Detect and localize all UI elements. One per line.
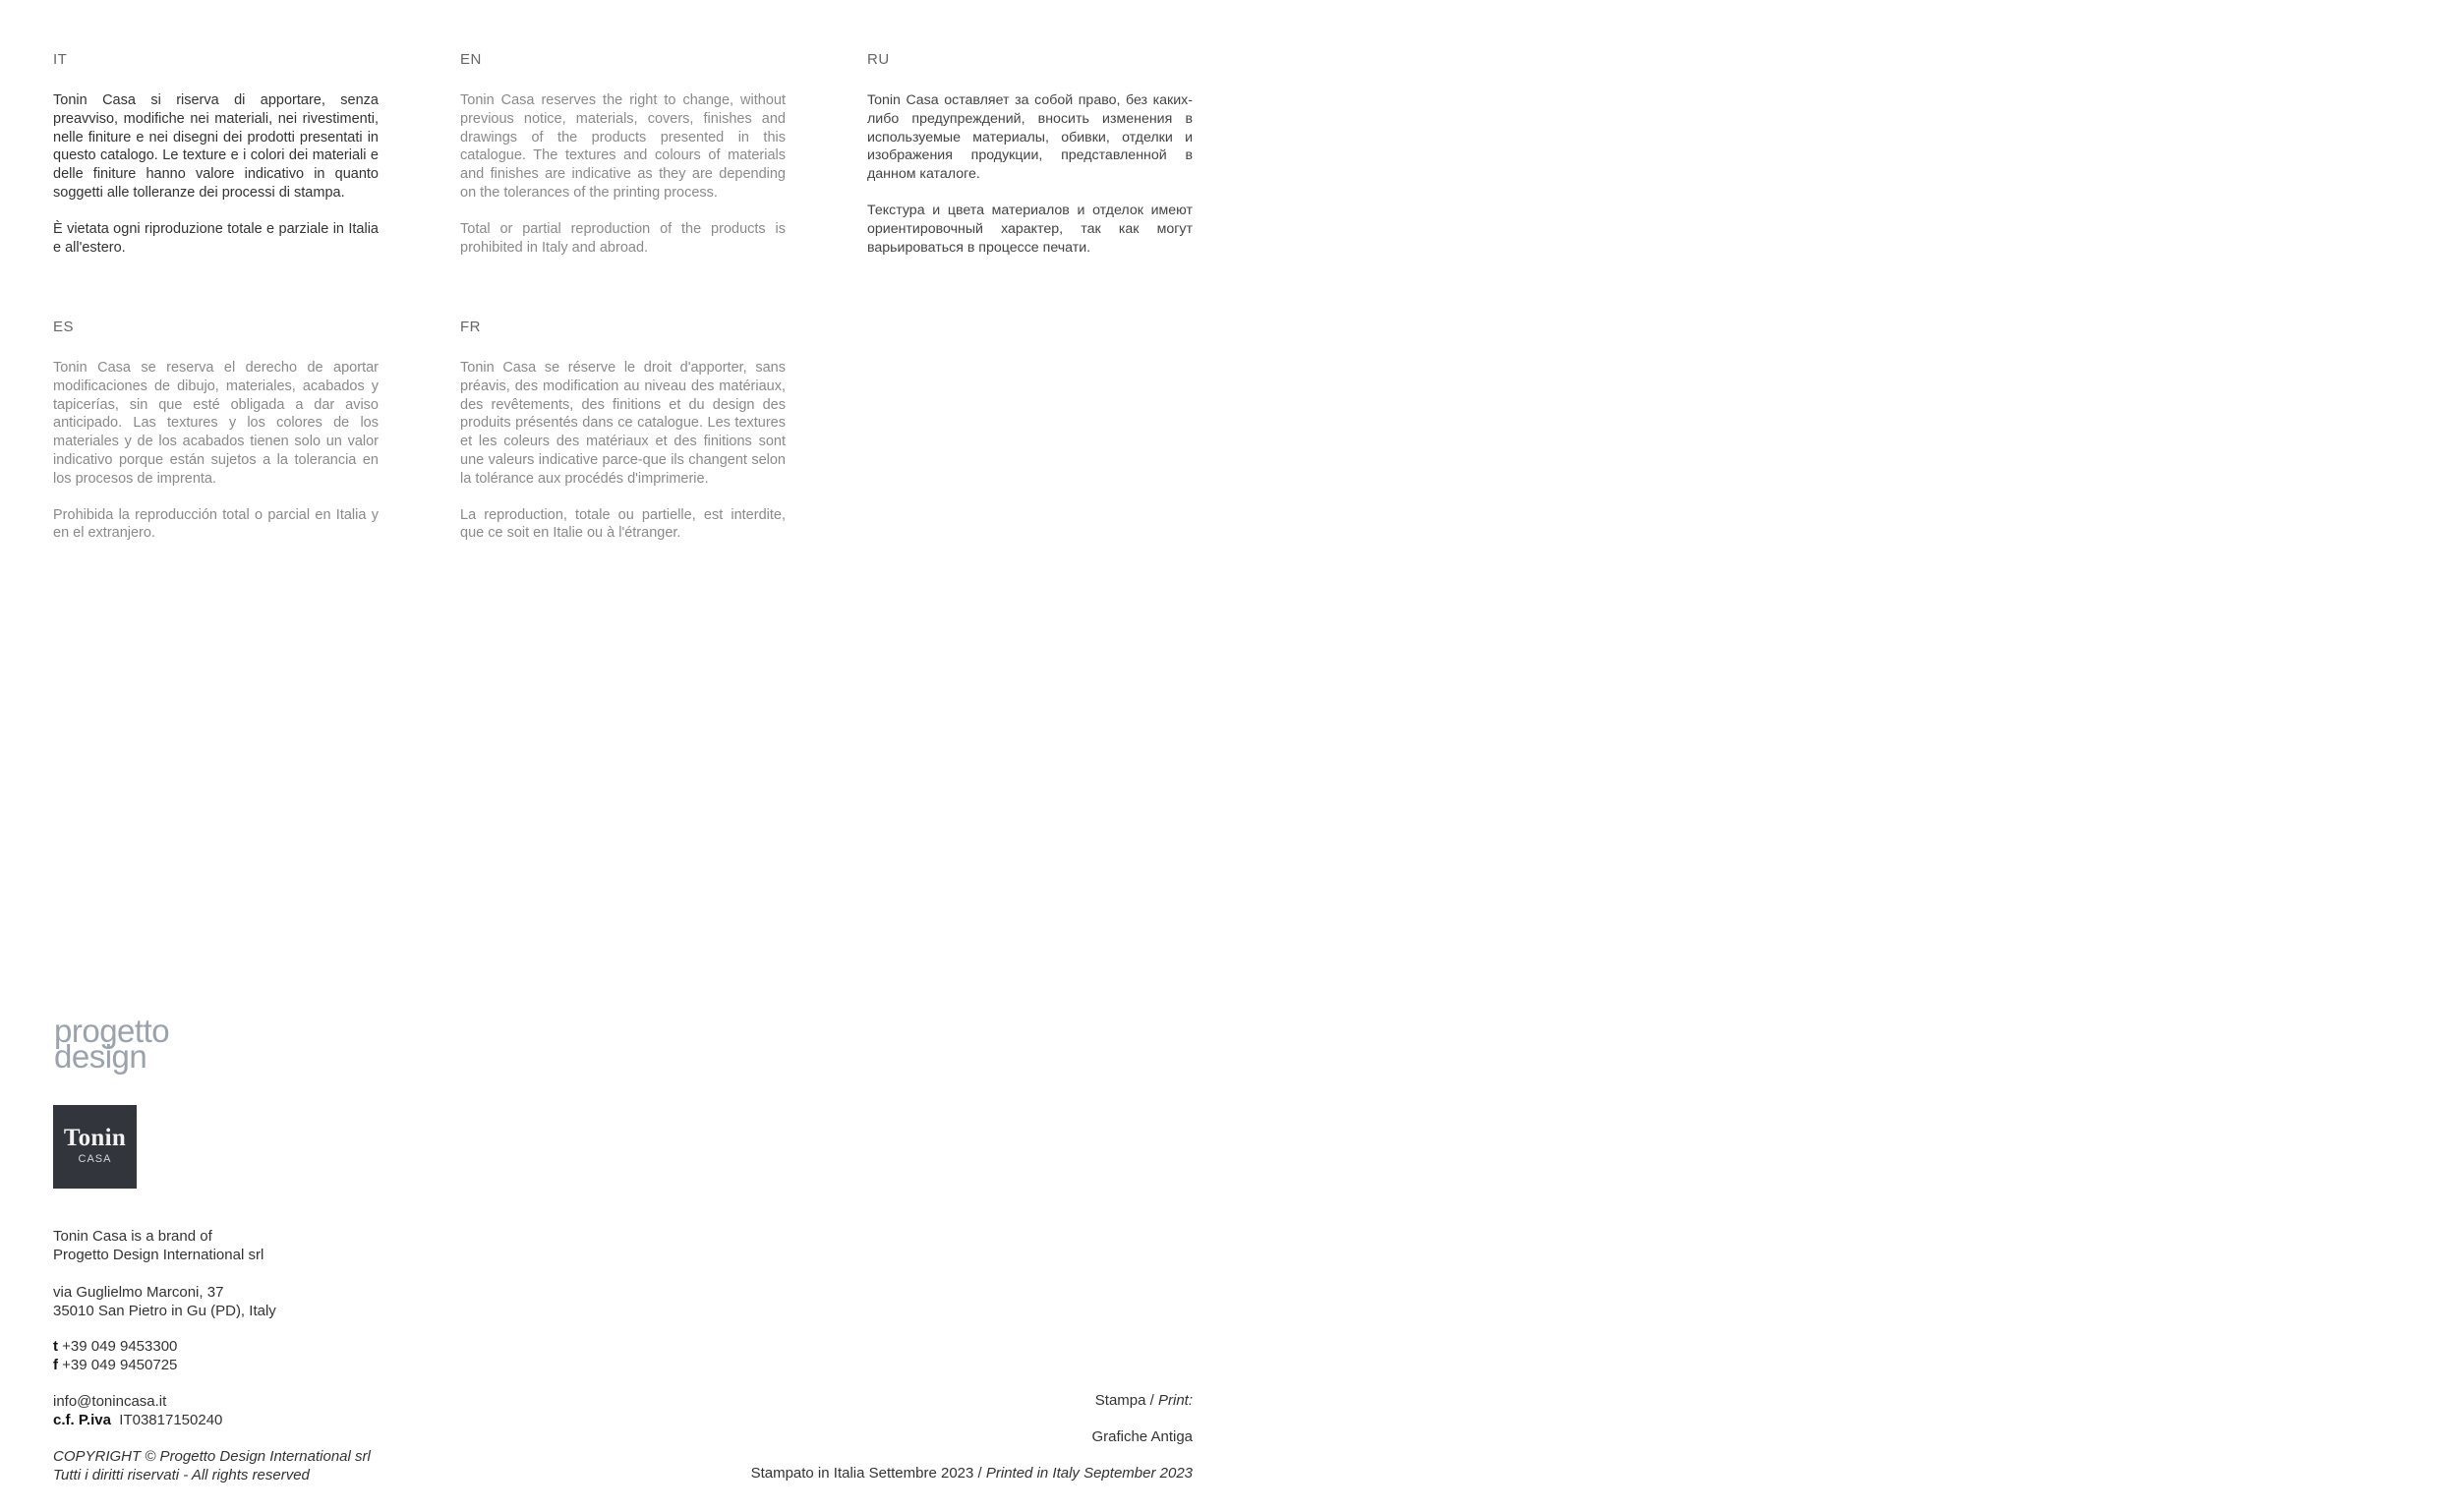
section-it [53,51,379,274]
notice-paragraph-fr-2: La reproduction, totale ou partielle, est interdite, que ce soit en Italie ou à l'étranger. [460,506,786,542]
section-en [460,51,786,274]
lang-tag-en: EN [460,51,482,68]
brand-line-1: Tonin Casa is a brand of [53,1228,212,1245]
print-date [751,1465,1193,1482]
section-es [53,319,379,560]
vat-line [53,1411,466,1429]
print-date-it: Stampato in Italia Settembre 2023 / [750,1465,982,1482]
notice-paragraph-fr-1: Tonin Casa se réserve le droit d'apporter, sans préavis, des modification au niveau des matériaux, des revêtements, des finitions et du design des produits présentés dans ce catalogue. Les textures et les coleurs des matériaux et des finitions sont une valeurs indicative parce-que ils changent selon la tolérance aux procédés d'imprimerie. [460,360,786,487]
notice-paragraph-en-2: Total or partial reproduction of the products is prohibited in Italy and abroad. [460,220,786,256]
notice-paragraph-es-1: Tonin Casa se reserva el derecho de aportar modificaciones de dibujo, materiales, acabados y tapicerías, sin que esté obligada a dar aviso anticipado. Las textures y los colores de los materiales y de los acabados tienen solo un valor indicativo porque están sujetos a la tolerancia en los procesos de imprenta. [53,360,379,487]
notice-paragraph-ru-1: Tonin Casa оставляет за собой право, без каких-либо предупреждений, вносить изменения в используемые материалы, обивки, отделки и изображения продукции, представленной в данном каталоге. [867,92,1193,183]
fax-line [53,1356,466,1374]
brand-line-2: Progetto Design International srl [53,1247,264,1263]
progetto-design-logo [54,1013,170,1075]
brand-statement [53,1227,466,1264]
copyright [53,1447,466,1484]
lang-tag-fr: FR [460,319,481,335]
phone-numbers [53,1337,466,1374]
notice-paragraph-ru-2: Текстура и цвета материалов и отделок имеют ориентировочный характер, так как могут варьироваться в процессе печати. [867,202,1193,256]
vat-label: c.f. P.iva [53,1412,111,1428]
copyright-line-2: Tutti i diritti riservati - All rights reserved [53,1467,310,1483]
notice-paragraph-it-2: È vietata ogni riproduzione totale e parziale in Italia e all'estero. [53,220,379,256]
address-line-2: 35010 San Pietro in Gu (PD), Italy [53,1303,276,1319]
address-line-1: via Guglielmo Marconi, 37 [53,1284,224,1301]
address [53,1283,466,1320]
print-label-en: Print: [1157,1392,1193,1409]
section-fr [460,319,786,560]
copyright-line-1: COPYRIGHT © Progetto Design International srl [53,1448,371,1465]
lang-tag-it: IT [53,51,68,68]
print-company: Grafiche Antiga [1091,1428,1193,1445]
phone-line [53,1337,466,1356]
print-date-en: Printed in Italy September 2023 [985,1465,1193,1482]
fax-label: f [53,1357,58,1373]
email-and-vat [53,1392,466,1429]
notice-paragraph-it-1: Tonin Casa si riserva di apportare, senza preavviso, modifiche nei materiali, nei rivestimenti, nelle finiture e nei disegni dei prodotti presentati in questo catalogo. Le texture e i colori dei materiali e delle finiture hanno valore indicativo in quanto soggetti alle tolleranze dei processi di stampa. [53,92,379,201]
print-label [1095,1392,1193,1409]
email-address[interactable]: info@tonincasa.it [53,1393,167,1410]
tonin-casa-logo [53,1105,137,1189]
notice-paragraph-en-1: Tonin Casa reserves the right to change, without previous notice, materials, covers, finishes and drawings of the products presented in this catalogue. The textures and colours of materials and finishes are indicative as they are depending on the tolerances of the printing process. [460,92,786,201]
lang-tag-ru: RU [867,51,890,68]
tonin-casa-logo-sub: CASA [78,1153,112,1165]
phone-label: t [53,1338,58,1355]
section-ru [867,51,1193,274]
fax-number: +39 049 9450725 [62,1357,178,1373]
print-label-it: Stampa / [1094,1392,1154,1409]
notice-paragraph-es-2: Prohibida la reproducción total o parcial en Italia y en el extranjero. [53,506,379,542]
phone-number: +39 049 9453300 [62,1338,178,1355]
lang-tag-es: ES [53,319,75,335]
vat-number: IT03817150240 [119,1412,223,1428]
progetto-design-logo-line1: progetto [54,1013,170,1049]
tonin-casa-logo-name: Tonin [63,1125,127,1151]
progetto-design-logo-line2: design [54,1038,147,1075]
